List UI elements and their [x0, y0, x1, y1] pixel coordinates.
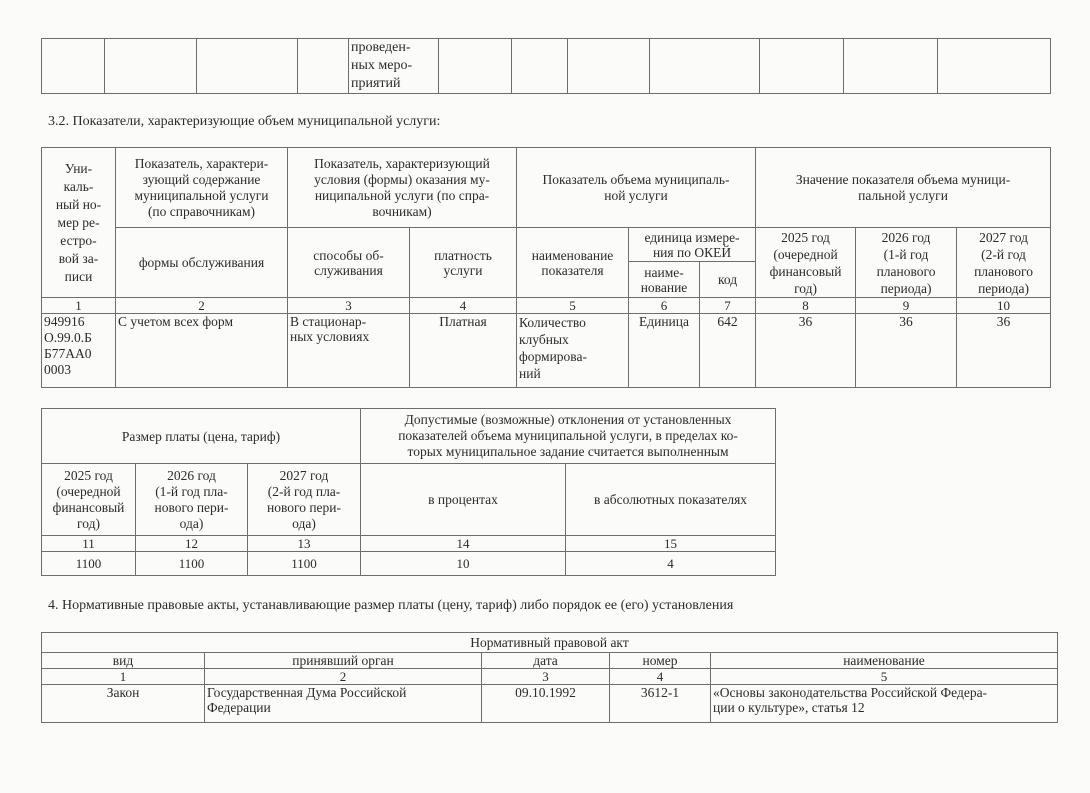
cell-act-number: 3612-1: [610, 685, 711, 723]
header-act-name: наименование: [711, 653, 1058, 669]
column-number: 3: [288, 298, 410, 314]
fragment-cell: [439, 39, 512, 94]
column-number: 1: [42, 669, 205, 685]
cell-act-type: Закон: [42, 685, 205, 723]
fragment-cell: [105, 39, 197, 94]
cell-value-2026: 36: [856, 314, 957, 388]
header-year-2026: 2026 год (1-й год планового периода): [856, 228, 957, 298]
fragment-cell: [42, 39, 105, 94]
header-unit-group: единица измере- ния по ОКЕЙ: [629, 228, 756, 262]
fragment-cell: [844, 39, 938, 94]
cell-act-date: 09.10.1992: [482, 685, 610, 723]
header-percent: в процентах: [361, 464, 566, 536]
cell-payment: Платная: [410, 314, 517, 388]
column-number: 2: [205, 669, 482, 685]
column-number: 12: [136, 536, 248, 552]
column-number: 5: [517, 298, 629, 314]
header-service-methods: способы об- служивания: [288, 228, 410, 298]
column-number: 1: [42, 298, 116, 314]
header-year-2025: 2025 год (очередной финансовый год): [756, 228, 856, 298]
header-volume-value-group: Значение показателя объема муници- пальной услуги: [756, 148, 1051, 228]
cell-value-2027: 36: [957, 314, 1051, 388]
column-number: 11: [42, 536, 136, 552]
header-act-body: принявший орган: [205, 653, 482, 669]
column-number: 7: [700, 298, 756, 314]
cell-unit-code: 642: [700, 314, 756, 388]
cell-fee-2025: 1100: [42, 552, 136, 576]
cell-fee-2026: 1100: [136, 552, 248, 576]
header-fee-2026: 2026 год (1-й год пла- нового пери- ода): [136, 464, 248, 536]
column-number: 6: [629, 298, 700, 314]
header-indicator-name: наименование показателя: [517, 228, 629, 298]
header-year-2027: 2027 год (2-й год планового периода): [957, 228, 1051, 298]
cell-fee-2027: 1100: [248, 552, 361, 576]
column-number: 3: [482, 669, 610, 685]
section-4-heading: 4. Нормативные правовые акты, устанавливающие размер платы (цену, тариф) либо порядок ее (его) установления: [48, 598, 734, 613]
cell-indicator-name: Количество клубных формирова- ний: [517, 314, 629, 388]
fee-deviation-table: [41, 408, 776, 576]
column-number: 4: [610, 669, 711, 685]
fragment-cell: [568, 39, 650, 94]
header-fee-2027: 2027 год (2-й год пла- нового пери- ода): [248, 464, 361, 536]
column-number: 15: [566, 536, 776, 552]
header-registry-number: Уни- каль- ный но- мер ре- естро- вой за- писи: [42, 148, 116, 298]
cell-percent: 10: [361, 552, 566, 576]
fragment-cell: [197, 39, 298, 94]
header-fee-group: Размер платы (цена, тариф): [42, 409, 361, 464]
header-act-type: вид: [42, 653, 205, 669]
column-number: 2: [116, 298, 288, 314]
column-number: 8: [756, 298, 856, 314]
cell-unit-name: Единица: [629, 314, 700, 388]
header-payment: платность услуги: [410, 228, 517, 298]
header-service-forms: формы обслуживания: [116, 228, 288, 298]
column-number: 13: [248, 536, 361, 552]
cell-absolute: 4: [566, 552, 776, 576]
cell-value-2025: 36: [756, 314, 856, 388]
legal-acts-table: [41, 632, 1058, 723]
fragment-cell: [512, 39, 568, 94]
volume-indicators-table: [41, 147, 1051, 388]
header-fee-2025: 2025 год (очередной финансовый год): [42, 464, 136, 536]
header-conditions-group: Показатель, характеризующий условия (формы) оказания му- ниципальной услуги (по спра- вочникам): [288, 148, 517, 228]
cell-service-forms: С учетом всех форм: [116, 314, 288, 388]
column-number: 14: [361, 536, 566, 552]
cell-registry-number: 949916 О.99.0.Б Б77АА0 0003: [42, 314, 116, 388]
fragment-cell: [650, 39, 760, 94]
column-number: 10: [957, 298, 1051, 314]
header-act-date: дата: [482, 653, 610, 669]
header-act-number: номер: [610, 653, 711, 669]
fragment-cell: [938, 39, 1051, 94]
column-number: 9: [856, 298, 957, 314]
section-3-2-heading: 3.2. Показатели, характеризующие объем муниципальной услуги:: [48, 114, 441, 129]
header-absolute: в абсолютных показателях: [566, 464, 776, 536]
header-unit-name: наиме- нование: [629, 262, 700, 298]
cell-service-methods: В стационар- ных условиях: [288, 314, 410, 388]
header-deviation-group: Допустимые (возможные) отклонения от установленных показателей объема муниципальной услуги, в пределах ко- торых муниципальное задание считается выполненным: [361, 409, 776, 464]
cell-act-name: «Основы законодательства Российской Федера- ции о культуре», статья 12: [711, 685, 1058, 723]
header-legal-act-group: Нормативный правовой акт: [42, 633, 1058, 653]
top-fragment-table: [41, 38, 1051, 94]
cell-act-body: Государственная Дума Российской Федерации: [205, 685, 482, 723]
column-number: 4: [410, 298, 517, 314]
header-volume-indicator-group: Показатель объема муниципаль- ной услуги: [517, 148, 756, 228]
header-unit-code: код: [700, 262, 756, 298]
header-content-group: Показатель, характери- зующий содержание муниципальной услуги (по справочникам): [116, 148, 288, 228]
fragment-cell: [298, 39, 349, 94]
fragment-cell-text: проведен- ных меро- приятий: [349, 39, 439, 94]
fragment-cell: [760, 39, 844, 94]
column-number: 5: [711, 669, 1058, 685]
